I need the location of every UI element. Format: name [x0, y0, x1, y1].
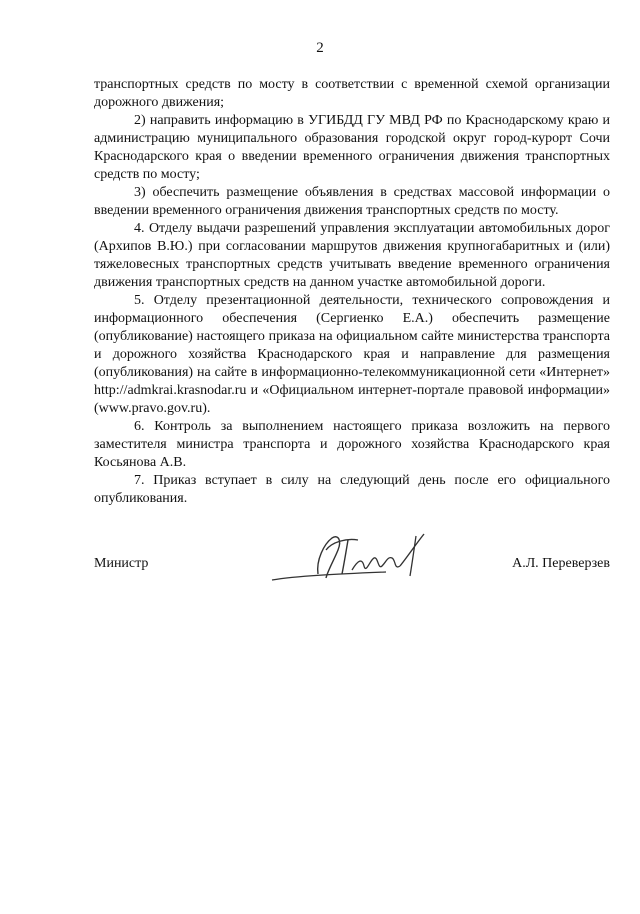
signature-block: [94, 552, 610, 592]
paragraph: транспортных средств по мосту в соответствии с временной схемой организации дорожного движения;: [94, 77, 610, 110]
paragraph: 7. Приказ вступает в силу на следующий день после его официального опубликования.: [94, 473, 610, 506]
signer-name: А.Л. Переверзев: [512, 556, 610, 571]
paragraph: 2) направить информацию в УГИБДД ГУ МВД РФ по Краснодарскому краю и администрацию муниципального образования городской округ город-курорт Сочи Краснодарского края о введении временного ограничения движения транспортных средств по мосту;: [94, 113, 610, 182]
paragraph: 3) обеспечить размещение объявления в средствах массовой информации о введении временного ограничения движения транспортных средств по мосту.: [94, 185, 610, 218]
position-title: Министр: [94, 556, 149, 571]
paragraph: 4. Отделу выдачи разрешений управления эксплуатации автомобильных дорог (Архипов В.Ю.) при согласовании маршрутов движения крупногабаритных и (или) тяжеловесных транспортных средств учитывать введение временного ограничения движения транспортных средств на данном участке автомобильной дороги.: [94, 221, 610, 290]
paragraph: 5. Отделу презентационной деятельности, технического сопровождения и информационного обеспечения (Сергиенко Е.А.) обеспечить размещение (опубликование) настоящего приказа на официальном сайте министерства транспорта и дорожного хозяйства Краснодарского края и направление для размещения (опубликования) на сайте в информационно-телекоммуникационной сети «Интернет» http://admkrai.krasnodar.ru и «Официальном интернет-портале правовой информации» (www.pravo.gov.ru).: [94, 293, 610, 416]
page-number: 2: [316, 40, 324, 56]
paragraph: 6. Контроль за выполнением настоящего приказа возложить на первого заместителя министра транспорта и дорожного хозяйства Краснодарского края Косьянова А.В.: [94, 419, 610, 470]
handwritten-signature: [266, 530, 456, 590]
document-body: [94, 76, 610, 508]
